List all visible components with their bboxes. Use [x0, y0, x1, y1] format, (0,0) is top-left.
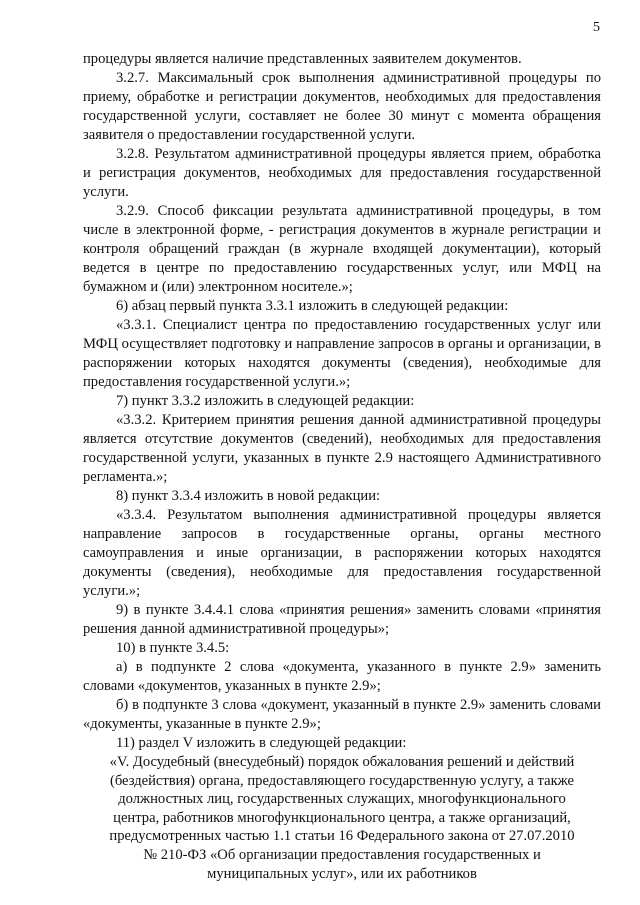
amendment-item-10: 10) в пункте 3.4.5: [116, 640, 230, 656]
section-v-heading: «V. Досудебный (внесудебный) порядок обжалования решений и действий (бездействия) органа, предоставляющего государственную услугу, а также должностных лиц, государственных служащих, многофункционального центра, работников многофункционального центра, а также организаций, предусмотренных частью 1.1 статьи 16 Федерального закона от 27.07.2010 № 210-ФЗ «Об организации предоставления государственных и муниципальных услуг», или их работников [109, 754, 575, 882]
page-number: 5 [593, 20, 600, 35]
amendment-item-11: 11) раздел V изложить в следующей редакции: [116, 735, 407, 751]
paragraph-3-2-7: 3.2.7. Максимальный срок выполнения административной процедуры по приему, обработке и регистрации документов, необходимых для предоставления государственной услуги, составляет не более 30 минут с момента обращения заявителя о предоставлении государственной услуги. [83, 70, 601, 143]
amendment-item-9: 9) в пункте 3.4.4.1 слова «принятия решения» заменить словами «принятия решения данной административной процедуры»; [83, 602, 601, 637]
amendment-item-7: 7) пункт 3.3.2 изложить в следующей редакции: [116, 393, 415, 409]
amendment-subitem-b: б) в подпункте 3 слова «документ, указанный в пункте 2.9» заменить словами «документы, указанные в пункте 2.9»; [83, 697, 601, 732]
paragraph-3-2-9: 3.2.9. Способ фиксации результата административной процедуры, в том числе в электронной форме, - регистрация документов в журнале регистрации и контроля обращений граждан (в журнале входящей документации), который ведется в центре по предоставлению государственных услуг, или МФЦ на бумажном и (или) электронном носителе.»; [83, 203, 601, 295]
amendment-item-6: 6) абзац первый пункта 3.3.1 изложить в следующей редакции: [116, 298, 509, 314]
document-body [83, 50, 601, 883]
quoted-paragraph-3-3-2: «3.3.2. Критерием принятия решения данной административной процедуры является отсутствие документов (сведений), необходимых для предоставления государственной услуги, указанных в пункте 2.9 настоящего Административного регламента.»; [83, 412, 601, 485]
quoted-paragraph-3-3-4: «3.3.4. Результатом выполнения административной процедуры является направление запросов в государственные органы, органы местного самоуправления и иные организации, в распоряжении которых находятся документы (сведения), необходимые для предоставления государственной услуги.»; [83, 507, 601, 599]
paragraph-continuation: процедуры является наличие представленных заявителем документов. [83, 51, 522, 67]
amendment-item-8: 8) пункт 3.3.4 изложить в новой редакции: [116, 488, 381, 504]
paragraph-3-2-8: 3.2.8. Результатом административной процедуры является прием, обработка и регистрация документов, необходимых для предоставления государственной услуги. [83, 146, 601, 200]
quoted-paragraph-3-3-1: «3.3.1. Специалист центра по предоставлению государственных услуг или МФЦ осуществляет подготовку и направление запросов в органы и организации, в распоряжении которых находятся документы (сведения), необходимые для предоставления государственной услуги.»; [83, 317, 601, 390]
amendment-subitem-a: а) в подпункте 2 слова «документа, указанного в пункте 2.9» заменить словами «документов, указанных в пункте 2.9»; [83, 659, 601, 694]
